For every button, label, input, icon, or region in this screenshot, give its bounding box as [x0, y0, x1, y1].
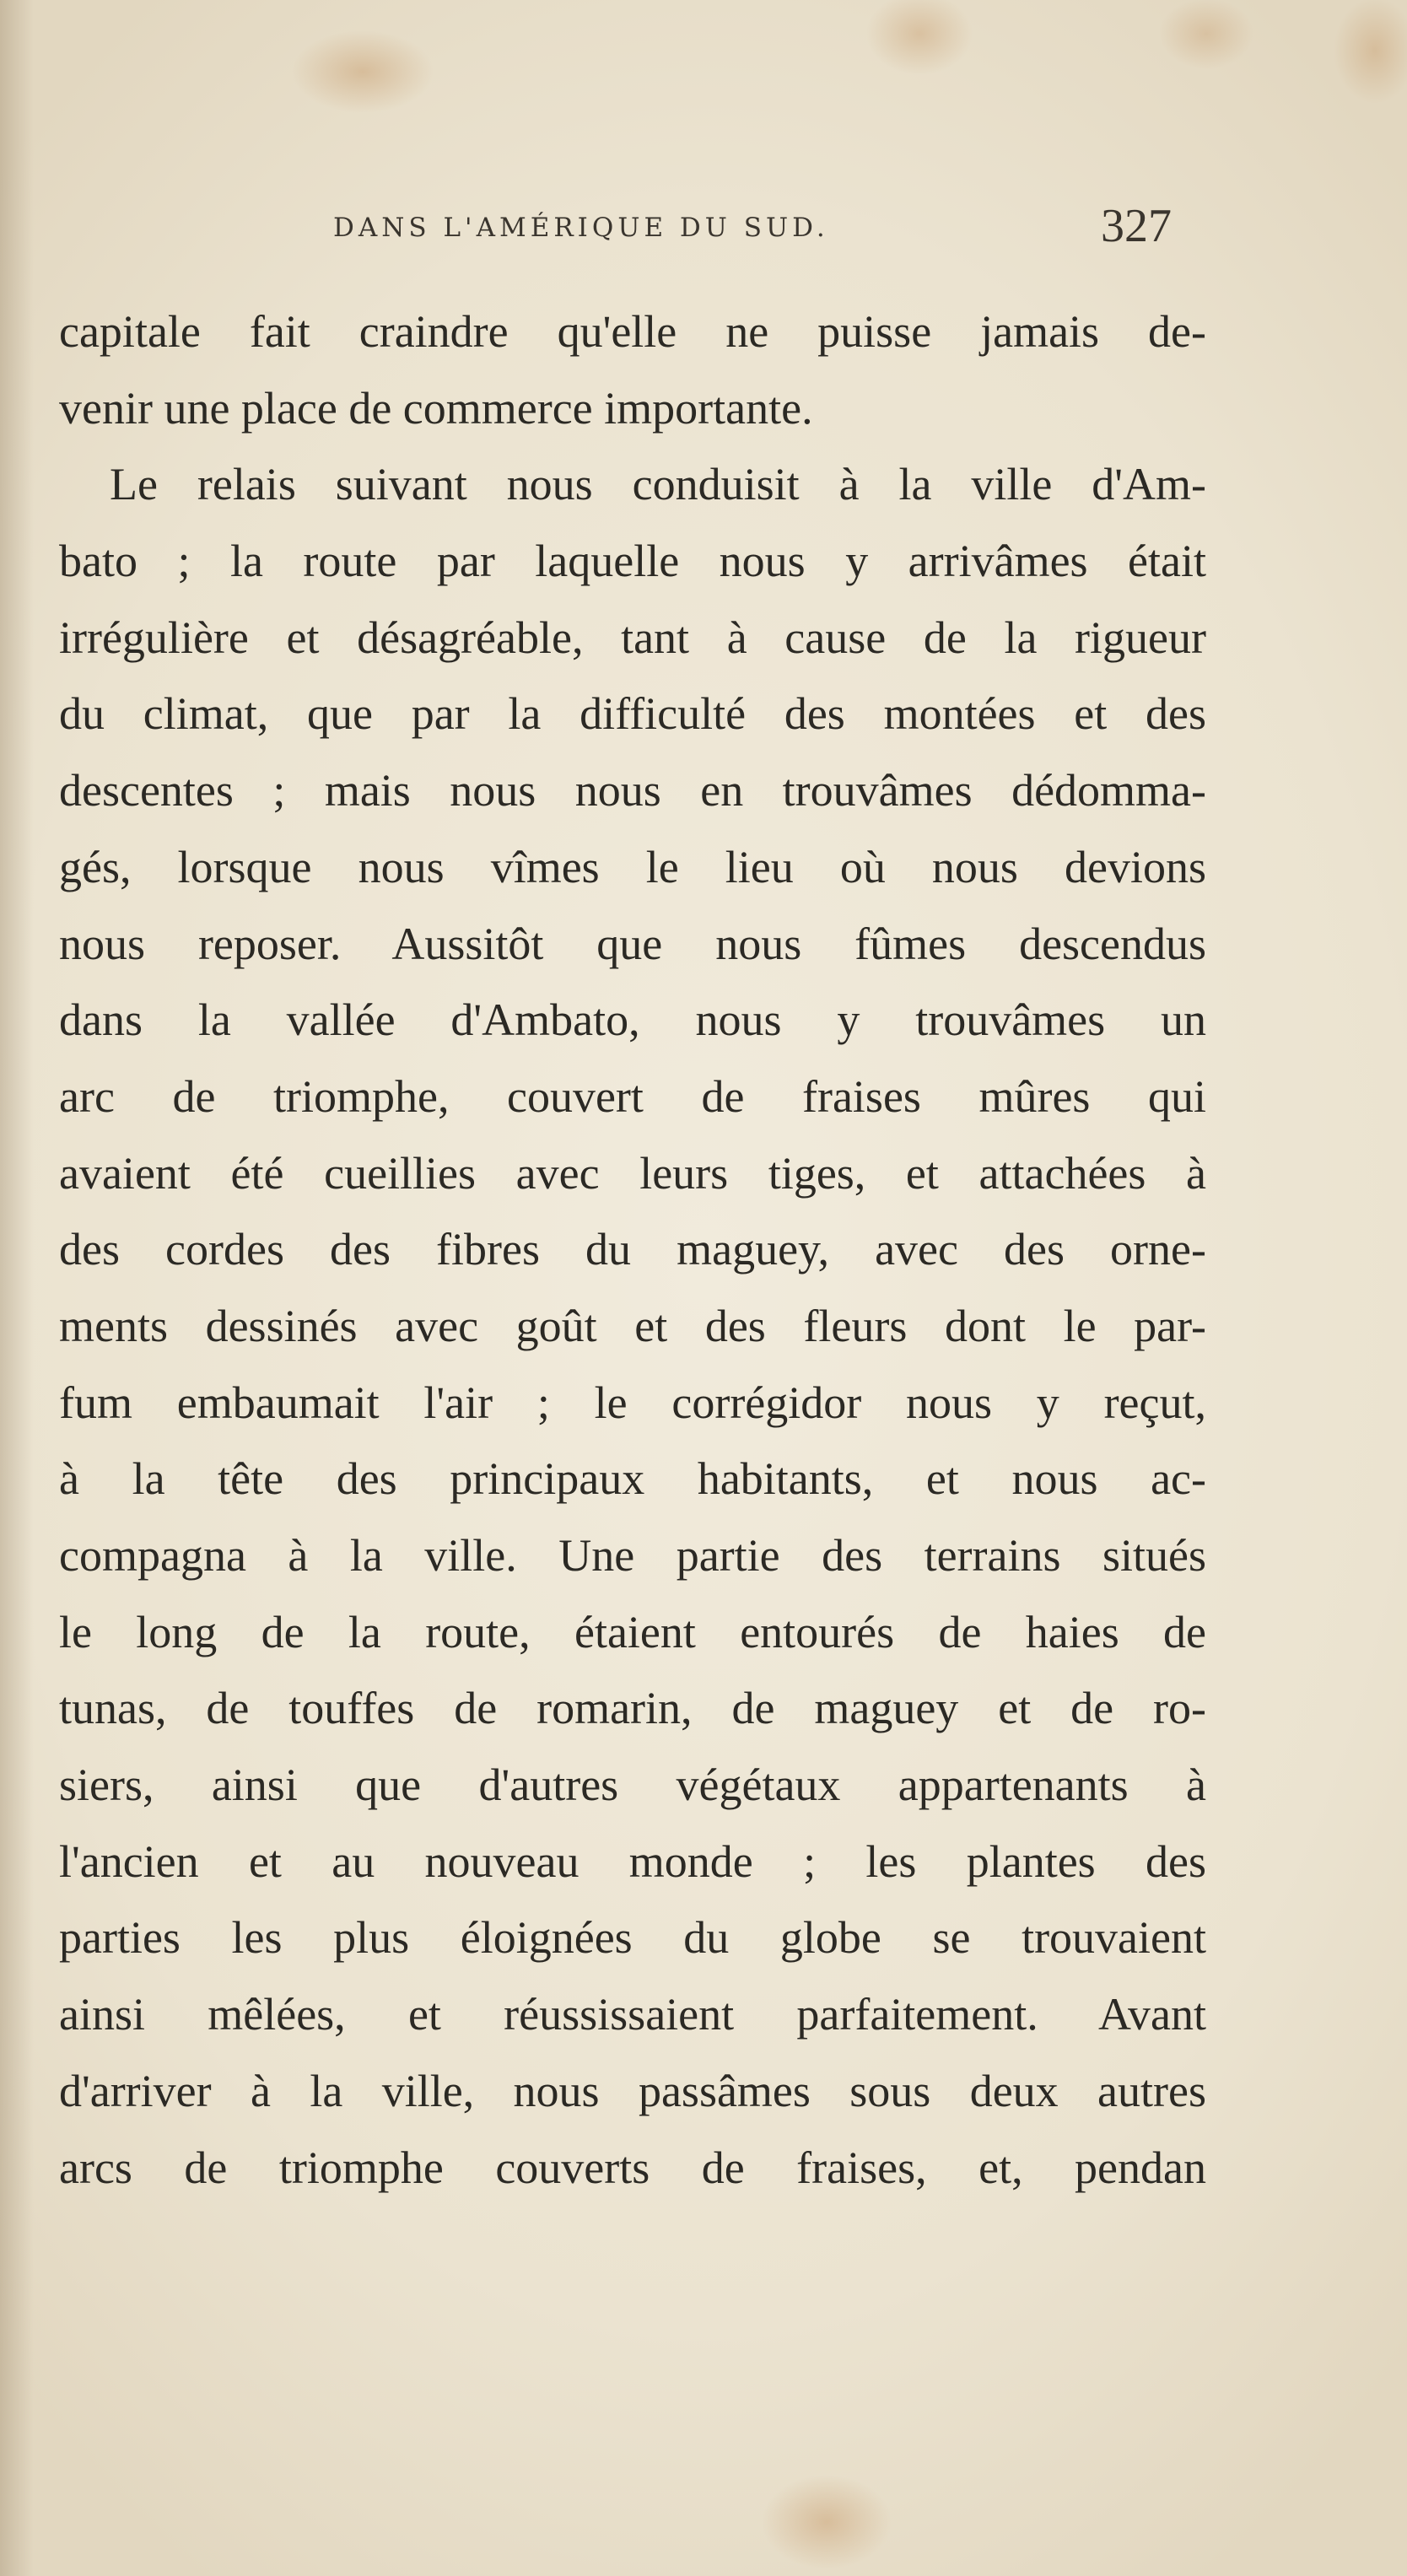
text-line: Le relais suivant nous conduisit à la ville d'Am- [110, 459, 1206, 510]
text-line: avaient été cueillies avec leurs tiges, et attachées à [59, 1147, 1206, 1199]
text-line: ainsi mêlées, et réussissaient parfaitement. Avant [59, 1989, 1206, 2040]
text-line: dans la vallée d'Ambato, nous y trouvâmes un [59, 994, 1206, 1046]
text-line: parties les plus éloignées du globe se trouvaient [59, 1912, 1206, 1964]
text-line: arc de triomphe, couvert de fraises mûres qui [59, 1070, 1206, 1122]
text-line: descentes ; mais nous nous en trouvâmes dédomma- [59, 765, 1206, 816]
text-line: fum embaumait l'air ; le corrégidor nous y reçut, [59, 1377, 1206, 1428]
page-number: 327 [1101, 200, 1172, 252]
text-line: gés, lorsque nous vîmes le lieu où nous devions [59, 841, 1206, 892]
text-line: nous reposer. Aussitôt que nous fûmes descendus [59, 918, 1206, 969]
text-line: du climat, que par la difficulté des montées et des [59, 688, 1206, 740]
text-line: siers, ainsi que d'autres végétaux appartenants à [59, 1760, 1206, 1811]
text-line: venir une place de commerce importante. [59, 382, 813, 434]
text-line: tunas, de touffes de romarin, de maguey et de ro- [59, 1683, 1206, 1734]
text-line: ments dessinés avec goût et des fleurs dont le par- [59, 1300, 1206, 1351]
text-line: capitale fait craindre qu'elle ne puisse jamais de- [59, 306, 1206, 357]
text-line: bato ; la route par laquelle nous y arrivâmes était [59, 536, 1206, 587]
text-line: à la tête des principaux habitants, et nous ac- [59, 1453, 1206, 1505]
text-line: le long de la route, étaient entourés de haies de [59, 1606, 1206, 1657]
text-line: d'arriver à la ville, nous passâmes sous deux autres [59, 2065, 1206, 2116]
text-line: arcs de triomphe couverts de fraises, et, pendan [59, 2142, 1206, 2193]
page-header [0, 0, 1407, 278]
text-line: l'ancien et au nouveau monde ; les plantes des [59, 1835, 1206, 1887]
text-line: irrégulière et désagréable, tant à cause de la rigueur [59, 612, 1206, 663]
running-head: DANS L'AMÉRIQUE DU SUD. [333, 213, 829, 243]
text-line: des cordes des fibres du maguey, avec des orne- [59, 1224, 1206, 1275]
page-gutter-shadow [0, 0, 34, 2576]
text-line: compagna à la ville. Une partie des terrains situés [59, 1530, 1206, 1581]
body-text [59, 294, 1206, 2206]
